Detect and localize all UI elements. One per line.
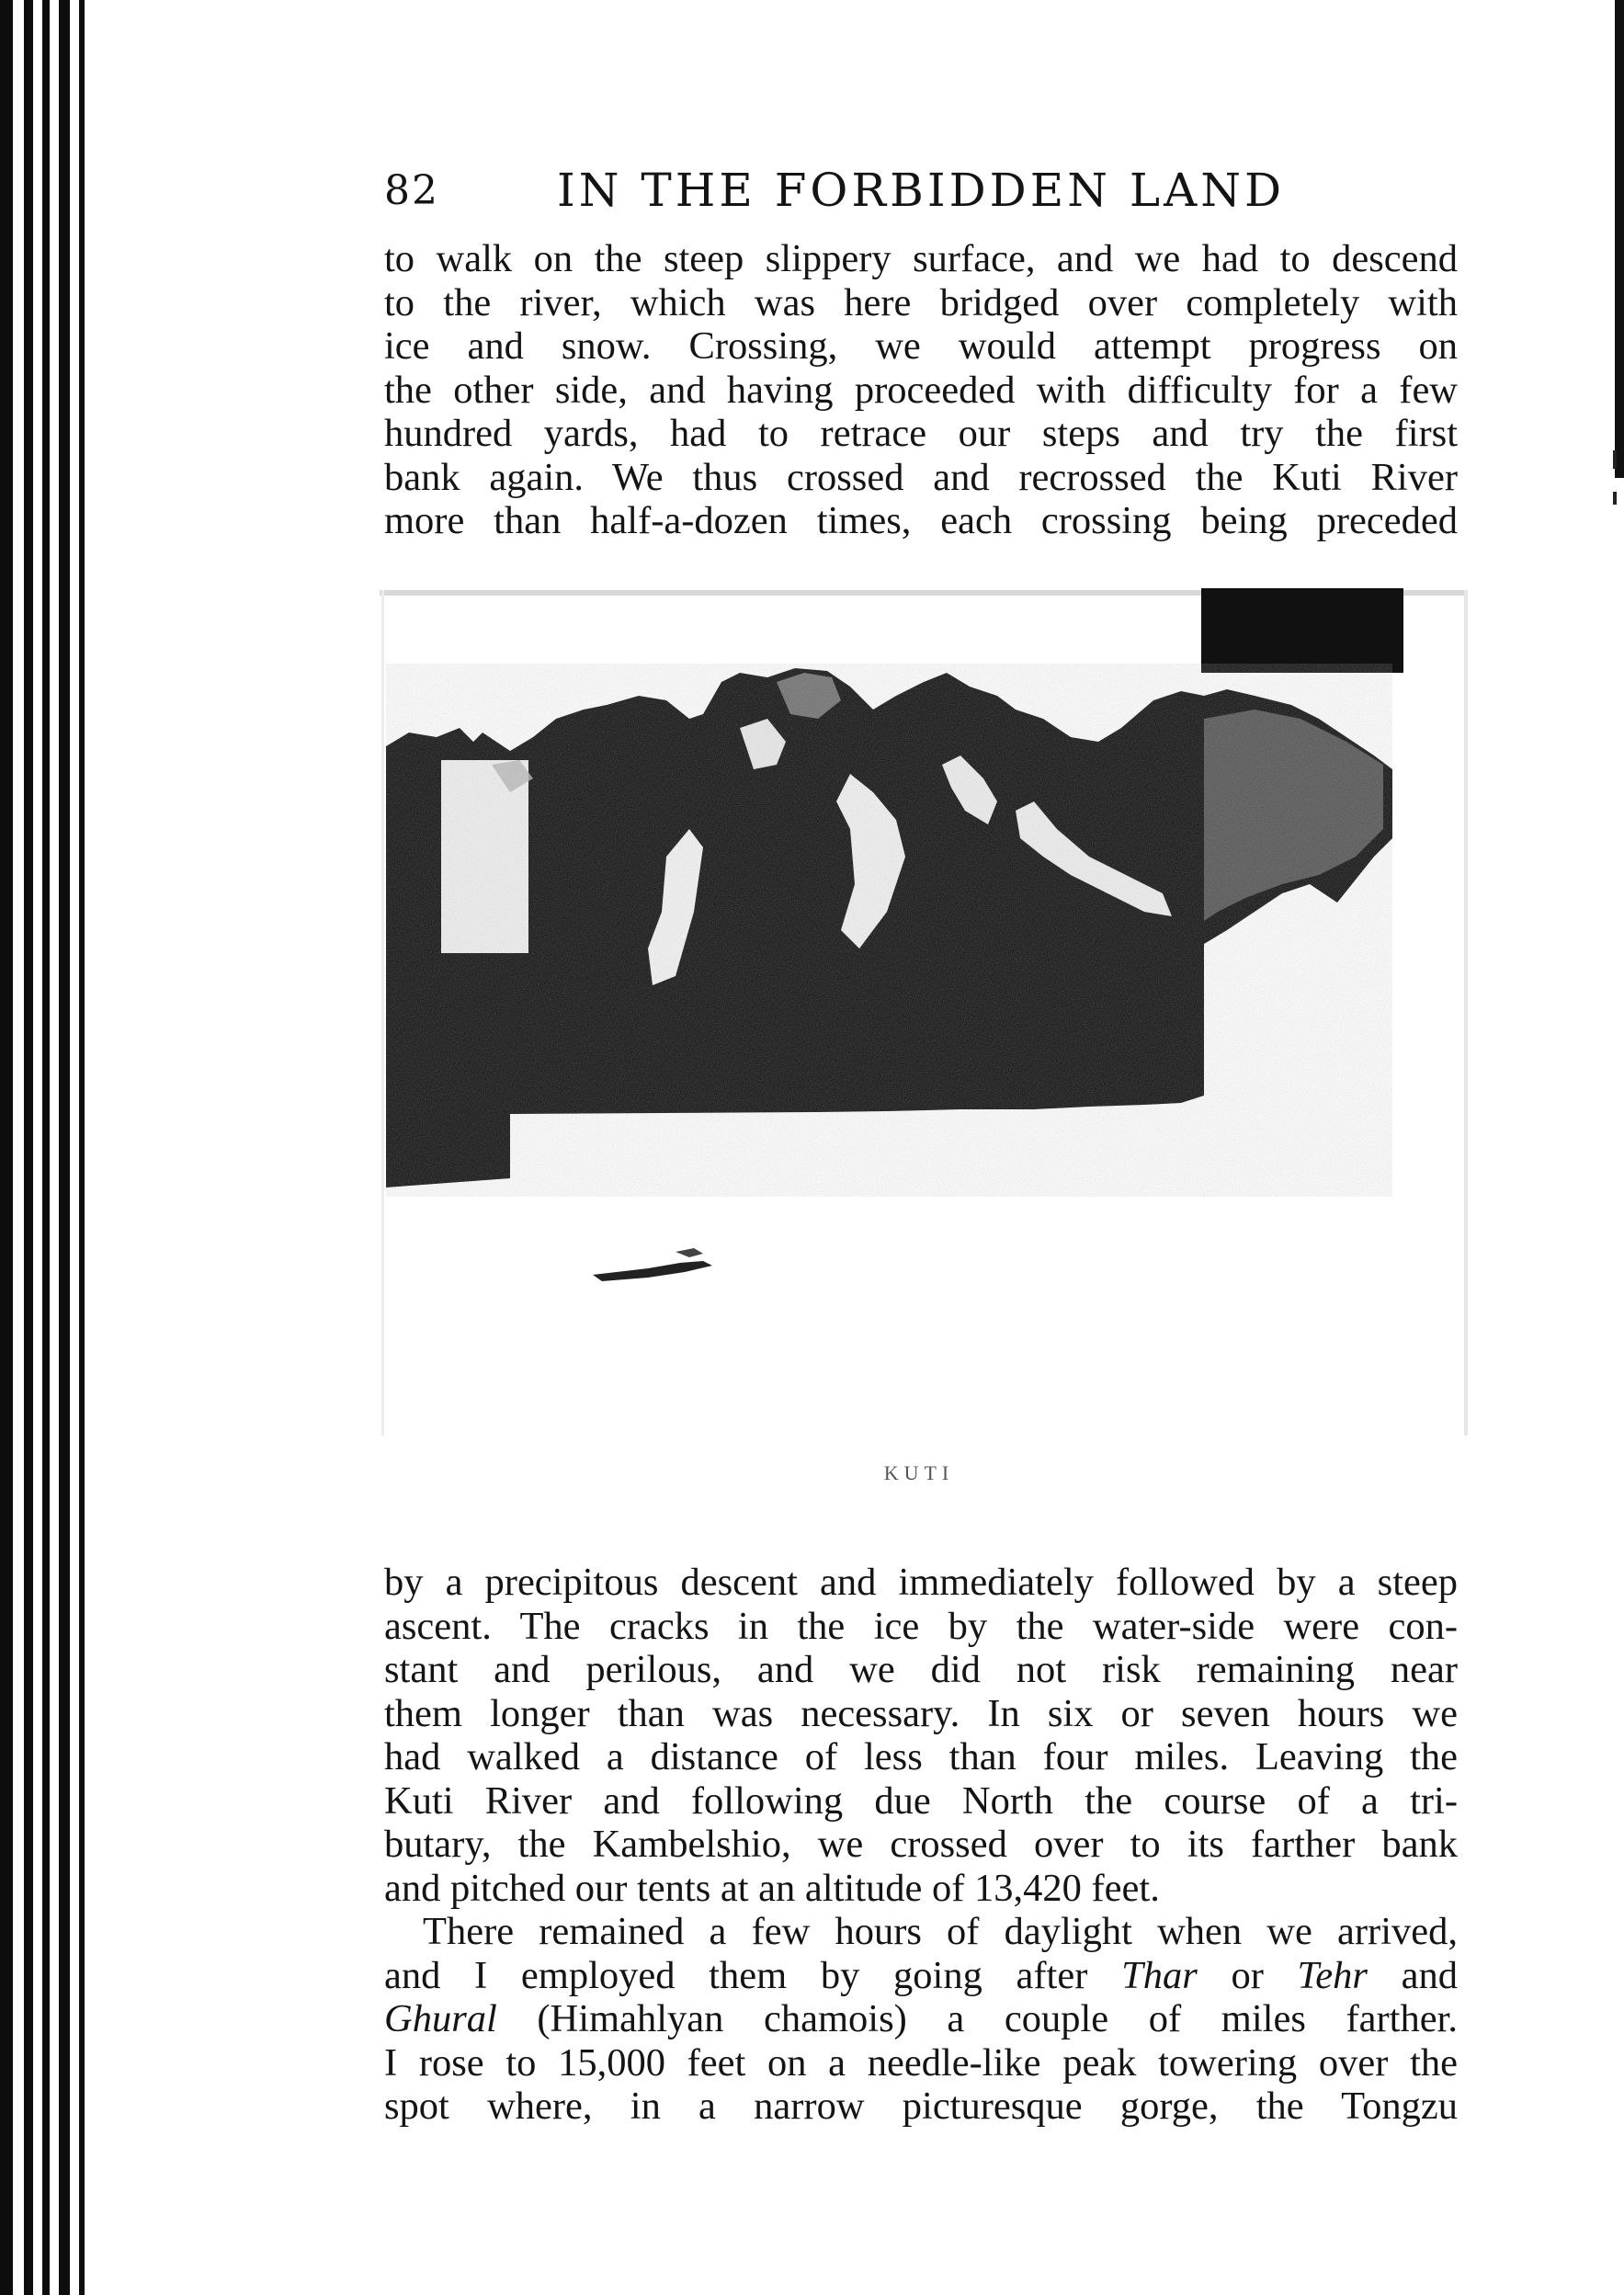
lower-text-block [384, 1561, 1458, 2129]
text-line: more than half-a-dozen times, each crossing being preceded [384, 499, 1458, 542]
text-line: spot where, in a narrow picturesque gorge, the Tongzu [384, 2085, 1458, 2128]
text-line: I rose to 15,000 feet on a needle-like peak towering over the [384, 2040, 1458, 2085]
edge-mark [1613, 492, 1617, 505]
page-number: 82 [384, 167, 439, 214]
text-line: hundred yards, had to retrace our steps and try the first [384, 412, 1458, 455]
italic-term-tehr: Tehr [1297, 1953, 1368, 1997]
text-line: butary, the Kambelshio, we crossed over to its farther bank [384, 1823, 1458, 1866]
text-line [384, 1954, 1458, 1998]
text-line [384, 1997, 1458, 2041]
upper-text-block [384, 237, 1458, 543]
text-run: or [1197, 1953, 1298, 1997]
text-line: Kuti River and following due North the course of a tri- [384, 1778, 1458, 1823]
edge-mark [1613, 450, 1617, 469]
text-line: bank again. We thus crossed and recrossed the Kuti River [384, 455, 1458, 499]
italic-term-ghural: Ghural [384, 1997, 497, 2040]
text-run: and I employed them by going after [384, 1953, 1122, 1997]
text-line: to walk on the steep slippery surface, and we had to descend [384, 237, 1458, 280]
binding-edge [0, 0, 101, 2295]
running-header [384, 164, 1450, 222]
text-run: (Himahlyan chamois) a couple of miles farther. [496, 1997, 1458, 2040]
text-line: had walked a distance of less than four miles. Leaving the [384, 1735, 1458, 1778]
text-line: There remained a few hours of daylight when we arrived, [423, 1910, 1458, 1953]
text-run: and [1367, 1953, 1458, 1997]
text-line: by a precipitous descent and immediately followed by a steep [384, 1561, 1458, 1604]
text-line: and pitched our tents at an altitude of 13,420 feet. [384, 1866, 1160, 1910]
text-line: to the river, which was here bridged over completely with [384, 280, 1458, 324]
text-line: ice and snow. Crossing, we would attempt progress on [384, 324, 1458, 368]
text-line: stant and perilous, and we did not risk remaining near [384, 1648, 1458, 1691]
right-page-edge [1615, 0, 1624, 478]
running-title: IN THE FORBIDDEN LAND [557, 164, 1286, 217]
plate-caption: KUTI [883, 1461, 955, 1484]
text-line: ascent. The cracks in the ice by the water-side were con- [384, 1604, 1458, 1648]
text-line: the other side, and having proceeded with difficulty for a few [384, 368, 1458, 412]
photo-plate-kuti [372, 581, 1475, 1440]
text-line: them longer than was necessary. In six or seven hours we [384, 1691, 1458, 1735]
italic-term-thar: Thar [1121, 1953, 1198, 1997]
